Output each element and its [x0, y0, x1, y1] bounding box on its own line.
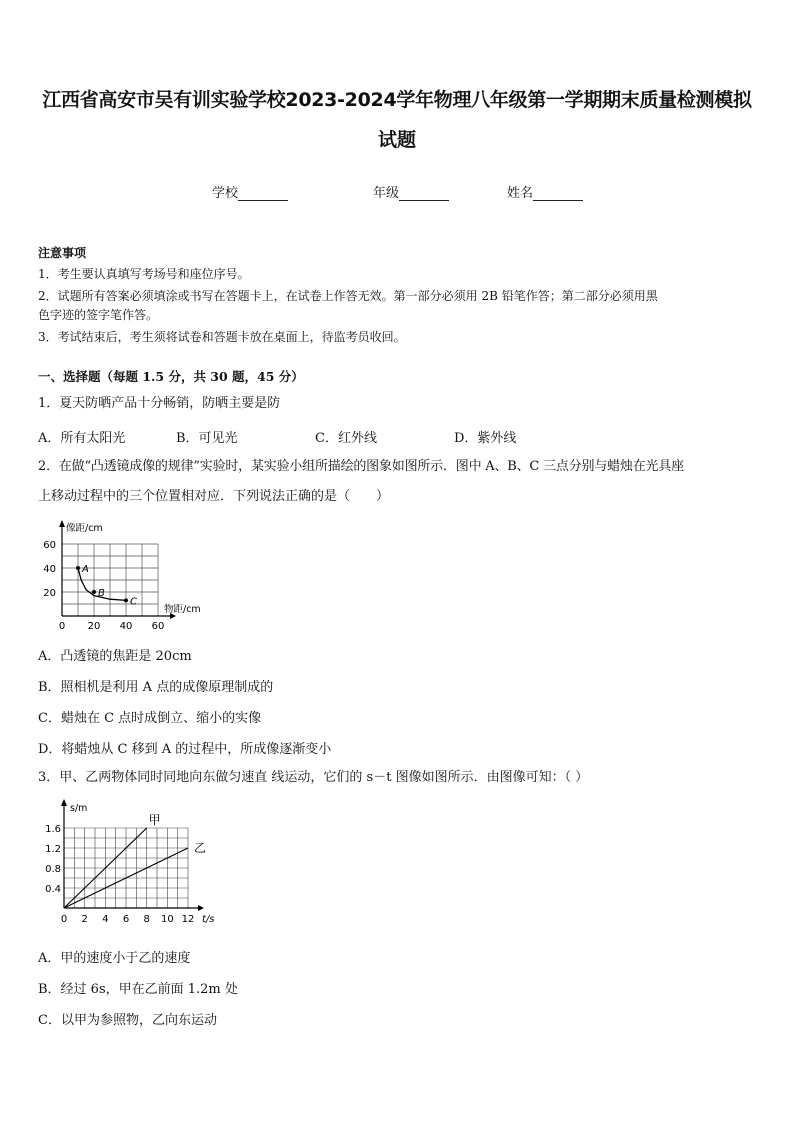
grade-blank[interactable]: [399, 186, 449, 201]
notice-item: 3．考试结束后，考生须将试卷和答题卡放在桌面上，待监考员收回。: [38, 330, 406, 344]
grade-label: 年级: [373, 186, 400, 201]
option-c[interactable]: C．蜡烛在 C 点时成倒立、缩小的实像: [38, 711, 262, 726]
x-axis-label: t/s: [202, 914, 215, 925]
x-tick-label: 10: [160, 914, 174, 925]
x-tick-label: 0: [60, 914, 68, 925]
y-tick-label: 1.6: [45, 824, 61, 835]
school-blank[interactable]: [238, 186, 288, 201]
notice-item: 2．试题所有答案必须填涂或书写在答题卡上，在试卷上作答无效。第一部分必须用 2B 铅笔作答；第二部分必须用黑: [38, 289, 658, 303]
y-tick-label: 40: [43, 564, 56, 575]
x-tick-label: 8: [143, 914, 150, 925]
y-axis-label: 像距/cm: [66, 523, 103, 534]
data-point: [92, 590, 96, 594]
option-c[interactable]: C．红外线: [315, 431, 377, 446]
chart-axes: [61, 799, 207, 911]
chart-series: [64, 813, 206, 908]
option-d[interactable]: D．紫外线: [454, 431, 517, 446]
page-title: 江西省高安市吴有训实验学校2023-2024学年物理八年级第一学期期末质量检测模拟: [42, 89, 752, 111]
point-label: B: [98, 588, 105, 599]
name-label: 姓名: [507, 186, 534, 201]
chart-grid: [62, 544, 158, 616]
data-point: [76, 566, 80, 570]
option-a[interactable]: A．凸透镜的焦距是 20cm: [38, 649, 192, 664]
chart-points: [76, 564, 137, 607]
x-tick-label: 0: [58, 621, 66, 632]
y-axis-arrow: [59, 520, 65, 527]
option-b[interactable]: B．照相机是利用 A 点的成像原理制成的: [38, 680, 274, 695]
chart-tick-labels: [45, 824, 194, 925]
point-label: C: [130, 596, 137, 608]
x-axis-arrow: [198, 905, 204, 911]
notice-item: 1．考生要认真填写考场号和座位序号。: [38, 267, 250, 281]
notice-item: 色字迹的签字笔作答。: [38, 308, 159, 322]
y-tick-label: 1.2: [45, 844, 61, 855]
x-tick-label: 20: [87, 621, 101, 632]
series-label: 甲: [148, 813, 161, 827]
y-tick-label: 20: [43, 588, 56, 599]
s-t-chart: [40, 798, 230, 932]
x-tick-label: 4: [102, 914, 109, 925]
name-blank[interactable]: [533, 186, 583, 201]
y-tick-label: 60: [43, 540, 56, 551]
x-tick-label: 2: [81, 914, 88, 925]
option-a[interactable]: A．所有太阳光: [38, 431, 126, 446]
x-tick-label: 40: [119, 621, 133, 632]
data-point: [124, 598, 128, 602]
question-stem: 2．在做“凸透镜成像的规律”实验时，某实验小组所描绘的图象如图所示．图中 A、B、C 三点分别与蜡烛在光具座: [38, 459, 684, 474]
x-tick-label: 60: [151, 621, 165, 632]
page-title-continued: 试题: [377, 129, 416, 151]
point-label: A: [82, 564, 89, 575]
y-axis-label: s/m: [70, 803, 88, 814]
y-tick-label: 0.8: [45, 864, 61, 875]
question-stem: 3．甲、乙两物体同时同地向东做匀速直 线运动，它们的 s－t 图像如图所示．由图像可知：（ ）: [38, 770, 589, 785]
chart-axis-labels: [70, 803, 215, 925]
school-field[interactable]: [212, 182, 288, 201]
section-heading: 一、选择题（每题 1.5 分，共 30 题，45 分）: [38, 369, 304, 384]
question-stem: 1．夏天防晒产品十分畅销，防晒主要是防: [38, 396, 281, 411]
series-label: 乙: [194, 841, 207, 855]
y-tick-label: 0.4: [45, 884, 61, 895]
notice-heading: 注意事项: [38, 246, 87, 260]
chart-grid: [64, 828, 188, 908]
option-b[interactable]: B．经过 6s，甲在乙前面 1.2m 处: [38, 982, 238, 997]
lens-image-distance-chart: [36, 520, 201, 632]
option-a[interactable]: A．甲的速度小于乙的速度: [38, 951, 191, 966]
option-d[interactable]: D．将蜡烛从 C 移到 A 的过程中，所成像逐渐变小: [38, 742, 332, 757]
option-b[interactable]: B．可见光: [176, 431, 238, 446]
x-tick-label: 12: [181, 914, 195, 925]
school-label: 学校: [212, 186, 239, 201]
option-c[interactable]: C．以甲为参照物，乙向东运动: [38, 1013, 217, 1028]
x-axis-label: 物距/cm: [164, 604, 201, 615]
name-field[interactable]: [507, 182, 583, 201]
x-tick-label: 6: [122, 914, 130, 925]
y-axis-arrow: [61, 799, 67, 806]
question-stem-continued: 上移动过程中的三个位置相对应．下列说法正确的是（ ）: [38, 489, 390, 504]
grade-field[interactable]: [373, 182, 449, 201]
